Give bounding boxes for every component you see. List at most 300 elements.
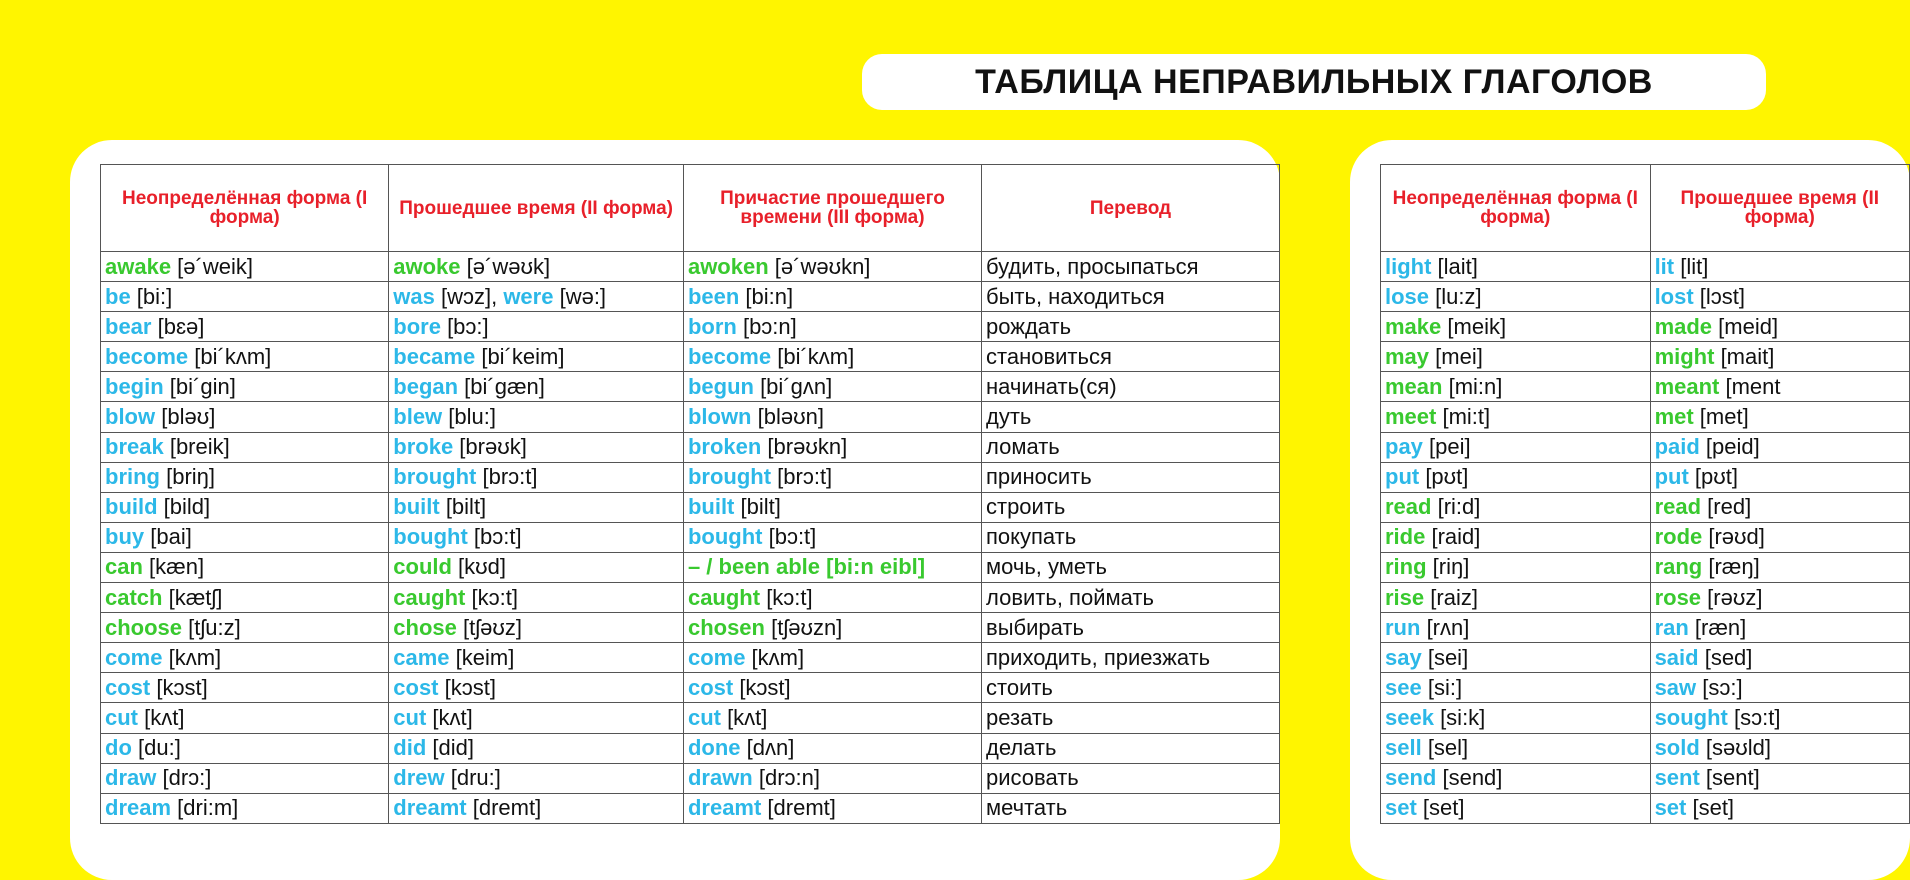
- verb-form: bore: [393, 313, 441, 339]
- past-simple-cell: [1650, 703, 1909, 733]
- transcription: [tʃəʊz]: [456, 614, 522, 640]
- verb-form: sold: [1654, 735, 1700, 761]
- verb-form: awoke: [393, 253, 461, 279]
- past-simple-cell: [389, 583, 684, 613]
- transcription: [kɔst]: [438, 674, 496, 700]
- infinitive-cell: [101, 372, 389, 402]
- translation-cell: мечтать: [982, 793, 1280, 823]
- infinitive-cell: [101, 402, 389, 432]
- verb-form: dreamt: [687, 795, 762, 821]
- past-simple-cell: [1650, 282, 1909, 312]
- table-row: [101, 462, 1280, 492]
- transcription: [mi:t]: [1436, 404, 1491, 430]
- infinitive-cell: [101, 703, 389, 733]
- past-simple-cell: [389, 643, 684, 673]
- past-simple-cell: [1650, 372, 1909, 402]
- transcription: [dri:m]: [171, 795, 239, 821]
- infinitive-cell: [101, 312, 389, 342]
- past-simple-cell: [389, 673, 684, 703]
- verb-form: run: [1385, 614, 1421, 640]
- past-participle-cell: [683, 312, 981, 342]
- verb-form: rise: [1385, 584, 1425, 610]
- transcription: [səʊld]: [1699, 735, 1771, 761]
- infinitive-cell: [1381, 613, 1651, 643]
- table-row: [1381, 252, 1910, 282]
- infinitive-cell: [1381, 583, 1651, 613]
- verb-form: made: [1654, 313, 1713, 339]
- verb-form: read: [1385, 494, 1432, 520]
- verb-form: begin: [105, 373, 164, 399]
- table-row: [1381, 613, 1910, 643]
- table-header-row: [1381, 165, 1910, 252]
- transcription: [bləʊn]: [751, 404, 824, 430]
- table-row: [101, 583, 1280, 613]
- verb-form: became: [393, 343, 476, 369]
- verb-form: cut: [105, 704, 138, 730]
- infinitive-cell: [101, 673, 389, 703]
- past-participle-cell: [683, 402, 981, 432]
- table-row: [101, 552, 1280, 582]
- table-row: [1381, 793, 1910, 823]
- transcription: [rəʊd]: [1702, 524, 1765, 550]
- verb-form: awoken: [687, 253, 769, 279]
- verb-form: say: [1385, 644, 1422, 670]
- past-participle-cell: [683, 583, 981, 613]
- transcription: [sel]: [1421, 735, 1469, 761]
- transcription: [blu:]: [442, 404, 496, 430]
- transcription: [bləʊ]: [155, 404, 216, 430]
- table-body-left: [101, 252, 1280, 824]
- infinitive-cell: [1381, 552, 1651, 582]
- verb-form: sent: [1654, 765, 1700, 791]
- verb-form: born: [687, 313, 737, 339]
- past-participle-cell: [683, 282, 981, 312]
- verb-form: did: [393, 735, 427, 761]
- table-row: [101, 643, 1280, 673]
- past-simple-cell: [1650, 342, 1909, 372]
- verb-form: been: [687, 283, 740, 309]
- transcription: [bi´kʌm]: [771, 343, 855, 369]
- header-infinitive: Неопределённая форма (I форма): [1381, 165, 1651, 252]
- transcription: [briŋ]: [160, 464, 216, 490]
- past-simple-cell: [389, 372, 684, 402]
- transcription: [ə´weik]: [171, 253, 253, 279]
- transcription: [bɛə]: [151, 313, 205, 339]
- transcription: [tʃəʊzn]: [764, 614, 843, 640]
- past-simple-cell: [389, 703, 684, 733]
- transcription: [kɔ:t]: [760, 584, 813, 610]
- translation-cell: начинать(ся): [982, 372, 1280, 402]
- past-participle-cell: [683, 733, 981, 763]
- verb-form: caught: [393, 584, 466, 610]
- verb-form: sought: [1654, 704, 1728, 730]
- table-row: [101, 733, 1280, 763]
- verb-form: sell: [1385, 735, 1422, 761]
- table-row: [1381, 733, 1910, 763]
- past-simple-cell: [1650, 763, 1909, 793]
- translation-cell: выбирать: [982, 613, 1280, 643]
- past-participle-cell: [683, 643, 981, 673]
- table-row: [101, 793, 1280, 823]
- header-past-simple: Прошедшее время (II форма): [1650, 165, 1909, 252]
- infinitive-cell: [101, 643, 389, 673]
- table-header-row: [101, 165, 1280, 252]
- infinitive-cell: [101, 613, 389, 643]
- past-simple-cell: [389, 462, 684, 492]
- transcription: [tʃu:z]: [182, 614, 241, 640]
- transcription: [bi´gin]: [163, 373, 236, 399]
- past-simple-cell: [389, 402, 684, 432]
- verb-form: become: [687, 343, 772, 369]
- translation-cell: делать: [982, 733, 1280, 763]
- verb-form: come: [105, 644, 163, 670]
- transcription: [sed]: [1698, 644, 1753, 670]
- verb-form: said: [1654, 644, 1699, 670]
- table-row: [101, 522, 1280, 552]
- transcription: [bɔ:]: [440, 313, 489, 339]
- table-row: [1381, 372, 1910, 402]
- past-simple-cell: [389, 312, 684, 342]
- page-title: ТАБЛИЦА НЕПРАВИЛЬНЫХ ГЛАГОЛОВ: [975, 62, 1653, 101]
- transcription: [ə´wəʊkn]: [768, 253, 871, 279]
- table-row: [1381, 282, 1910, 312]
- translation-cell: стоить: [982, 673, 1280, 703]
- past-participle-cell: [683, 703, 981, 733]
- infinitive-cell: [1381, 733, 1651, 763]
- transcription: [bi´kʌm]: [188, 343, 272, 369]
- transcription: [peid]: [1699, 434, 1760, 460]
- transcription: [ə´wəʊk]: [460, 253, 551, 279]
- transcription: [pʊt]: [1419, 464, 1469, 490]
- transcription: [bi´gʌn]: [753, 373, 833, 399]
- transcription: [send]: [1436, 765, 1503, 791]
- verb-form: blown: [687, 404, 752, 430]
- verb-form: might: [1654, 343, 1715, 369]
- table-row: [1381, 492, 1910, 522]
- past-simple-cell: [389, 282, 684, 312]
- infinitive-cell: [101, 793, 389, 823]
- past-simple-cell: [1650, 643, 1909, 673]
- past-simple-cell: [389, 342, 684, 372]
- header-infinitive: Неопределённая форма (I форма): [101, 165, 389, 252]
- verb-form: read: [1654, 494, 1702, 520]
- transcription: [bild]: [157, 494, 211, 520]
- infinitive-cell: [1381, 282, 1651, 312]
- transcription: [sɔ:t]: [1727, 704, 1781, 730]
- table-row: [101, 673, 1280, 703]
- verb-form: bought: [393, 524, 468, 550]
- infinitive-cell: [101, 492, 389, 522]
- verb-form: ride: [1385, 524, 1426, 550]
- transcription: [drɔ:n]: [752, 765, 820, 791]
- past-simple-cell: [1650, 793, 1909, 823]
- verb-form: blow: [105, 404, 156, 430]
- past-simple-cell: [1650, 583, 1909, 613]
- transcription: [bilt]: [734, 494, 781, 520]
- verb-form: rose: [1654, 584, 1702, 610]
- infinitive-cell: [101, 282, 389, 312]
- table-row: [1381, 552, 1910, 582]
- infinitive-cell: [1381, 372, 1651, 402]
- table-row: [1381, 312, 1910, 342]
- table-row: [101, 312, 1280, 342]
- past-simple-cell: [389, 522, 684, 552]
- verb-form: send: [1385, 765, 1437, 791]
- past-simple-cell: [1650, 522, 1909, 552]
- transcription: [bɔ:t]: [762, 524, 817, 550]
- translation-cell: рождать: [982, 312, 1280, 342]
- verb-form: put: [1654, 464, 1689, 490]
- transcription: [sent]: [1699, 765, 1760, 791]
- past-simple-cell: [389, 252, 684, 282]
- translation-cell: мочь, уметь: [982, 552, 1280, 582]
- translation-cell: покупать: [982, 522, 1280, 552]
- verb-form: break: [105, 434, 164, 460]
- verb-form: light: [1385, 253, 1432, 279]
- transcription: [kɔ:t]: [465, 584, 518, 610]
- verb-form: began: [393, 373, 459, 399]
- transcription: [du:]: [131, 735, 181, 761]
- verb-form: done: [687, 735, 741, 761]
- table-row: [101, 703, 1280, 733]
- transcription: [did]: [426, 735, 474, 761]
- verb-form: cost: [393, 674, 439, 700]
- transcription: [bilt]: [439, 494, 487, 520]
- verb-form: cost: [687, 674, 734, 700]
- past-participle-cell: [683, 613, 981, 643]
- transcription: [raiz]: [1424, 584, 1478, 610]
- past-simple-cell: [1650, 552, 1909, 582]
- infinitive-cell: [1381, 402, 1651, 432]
- translation-cell: приходить, приезжать: [982, 643, 1280, 673]
- table-row: [1381, 522, 1910, 552]
- infinitive-cell: [101, 522, 389, 552]
- transcription: [mi:n]: [1442, 373, 1503, 399]
- transcription: [lit]: [1674, 253, 1709, 279]
- transcription: [bai]: [144, 524, 192, 550]
- infinitive-cell: [1381, 312, 1651, 342]
- transcription: [set]: [1686, 795, 1735, 821]
- past-participle-cell: [683, 342, 981, 372]
- past-simple-cell: [389, 432, 684, 462]
- past-simple-cell: [1650, 733, 1909, 763]
- infinitive-cell: [101, 552, 389, 582]
- transcription: [raid]: [1425, 524, 1481, 550]
- translation-cell: будить, просыпаться: [982, 252, 1280, 282]
- past-participle-cell: [683, 492, 981, 522]
- verb-form: dreamt: [393, 795, 467, 821]
- transcription: [ment: [1719, 373, 1781, 399]
- verb-form: could: [393, 554, 452, 580]
- verb-form: choose: [105, 614, 183, 640]
- verb-form: bring: [105, 464, 160, 490]
- infinitive-cell: [1381, 643, 1651, 673]
- verb-form: put: [1385, 464, 1420, 490]
- table-row: [101, 252, 1280, 282]
- header-past-participle: Причастие прошедшего времени (III форма): [683, 165, 981, 252]
- table-row: [1381, 432, 1910, 462]
- verb-form: caught: [687, 584, 761, 610]
- verb-form: built: [393, 494, 440, 520]
- transcription: [brəʊkn]: [761, 434, 848, 460]
- past-simple-cell: [389, 492, 684, 522]
- past-simple-cell: [389, 733, 684, 763]
- past-simple-cell: [389, 613, 684, 643]
- verb-form: seek: [1385, 704, 1434, 730]
- table-row: [1381, 583, 1910, 613]
- verb-form: met: [1654, 404, 1694, 430]
- verb-form: see: [1385, 674, 1422, 700]
- transcription: [kɔst]: [150, 674, 208, 700]
- infinitive-cell: [101, 432, 389, 462]
- verb-form: set: [1654, 795, 1687, 821]
- header-translation: Перевод: [982, 165, 1280, 252]
- verb-form: draw: [105, 765, 157, 791]
- infinitive-cell: [101, 763, 389, 793]
- title-banner: [862, 54, 1766, 110]
- transcription: [mait]: [1714, 343, 1775, 369]
- transcription: [sei]: [1421, 644, 1469, 670]
- verb-form: cost: [105, 674, 151, 700]
- transcription: [bi´gæn]: [458, 373, 545, 399]
- verb-form: came: [393, 644, 450, 670]
- verb-form: make: [1385, 313, 1442, 339]
- translation-cell: быть, находиться: [982, 282, 1280, 312]
- transcription: [bɔ:t]: [467, 524, 522, 550]
- table-body-right: [1381, 252, 1910, 824]
- verb-form: meant: [1654, 373, 1720, 399]
- table-row: [1381, 763, 1910, 793]
- transcription: [kʌt]: [720, 704, 768, 730]
- transcription: [mei]: [1429, 343, 1483, 369]
- translation-cell: резать: [982, 703, 1280, 733]
- transcription: [kʌm]: [162, 644, 222, 670]
- verb-form: rode: [1654, 524, 1703, 550]
- infinitive-cell: [1381, 252, 1651, 282]
- transcription: [meik]: [1441, 313, 1507, 339]
- past-participle-cell: [683, 522, 981, 552]
- past-simple-cell: [1650, 462, 1909, 492]
- transcription: [breik]: [163, 434, 230, 460]
- verb-form: was: [393, 283, 435, 309]
- transcription: [pʊt]: [1688, 464, 1738, 490]
- verb-form: saw: [1654, 674, 1697, 700]
- verb-form: begun: [687, 373, 754, 399]
- table-row: [101, 372, 1280, 402]
- verb-form: buy: [105, 524, 145, 550]
- translation-cell: дуть: [982, 402, 1280, 432]
- past-simple-cell: [1650, 613, 1909, 643]
- transcription: [drɔ:]: [156, 765, 212, 791]
- transcription: [wɔz],: [434, 283, 504, 309]
- transcription: [bi´keim]: [475, 343, 565, 369]
- table-row: [1381, 703, 1910, 733]
- transcription: [kæn]: [142, 554, 205, 580]
- verb-form: bought: [687, 524, 763, 550]
- transcription: [met]: [1693, 404, 1749, 430]
- past-simple-cell: [1650, 252, 1909, 282]
- transcription: [si:]: [1421, 674, 1463, 700]
- table-row: [1381, 643, 1910, 673]
- infinitive-cell: [101, 252, 389, 282]
- transcription: [dremt]: [761, 795, 836, 821]
- table-row: [101, 492, 1280, 522]
- table-row: [101, 613, 1280, 643]
- irregular-verbs-table-left: [100, 164, 1280, 824]
- transcription: [kʌm]: [745, 644, 805, 670]
- header-past-simple: Прошедшее время (II форма): [389, 165, 684, 252]
- table-row: [101, 402, 1280, 432]
- past-participle-cell: [683, 252, 981, 282]
- past-simple-cell: [1650, 402, 1909, 432]
- transcription: [lait]: [1431, 253, 1478, 279]
- infinitive-cell: [1381, 673, 1651, 703]
- verb-form: drew: [393, 765, 445, 791]
- verb-form: catch: [105, 584, 163, 610]
- transcription: [keim]: [449, 644, 515, 670]
- transcription: [ræn]: [1688, 614, 1747, 640]
- verb-form: meet: [1385, 404, 1437, 430]
- verb-form: broke: [393, 434, 454, 460]
- verb-form: cut: [393, 704, 427, 730]
- transcription: [brɔ:t]: [771, 464, 833, 490]
- translation-cell: строить: [982, 492, 1280, 522]
- table-row: [101, 432, 1280, 462]
- transcription: [set]: [1416, 795, 1465, 821]
- transcription: [ri:d]: [1431, 494, 1481, 520]
- left-table-card: [70, 140, 1280, 880]
- verb-form: bear: [105, 313, 152, 339]
- transcription: [rʌn]: [1420, 614, 1470, 640]
- transcription: [lɔst]: [1693, 283, 1746, 309]
- infinitive-cell: [1381, 522, 1651, 552]
- transcription: [kɔst]: [733, 674, 791, 700]
- past-participle-cell: [683, 793, 981, 823]
- translation-cell: рисовать: [982, 763, 1280, 793]
- transcription: [brəʊk]: [453, 434, 527, 460]
- past-simple-cell: [1650, 312, 1909, 342]
- past-participle-cell: [683, 673, 981, 703]
- verb-form: awake: [105, 253, 172, 279]
- verb-form: ring: [1385, 554, 1427, 580]
- verb-form: rang: [1654, 554, 1703, 580]
- translation-cell: приносить: [982, 462, 1280, 492]
- verb-form: set: [1385, 795, 1417, 821]
- transcription: [red]: [1701, 494, 1752, 520]
- irregular-verbs-table-right: [1380, 164, 1910, 824]
- translation-cell: ломать: [982, 432, 1280, 462]
- right-table-card: [1350, 140, 1910, 880]
- verb-form: ran: [1654, 614, 1689, 640]
- verb-form: paid: [1654, 434, 1700, 460]
- infinitive-cell: [101, 342, 389, 372]
- transcription: [kʊd]: [451, 554, 507, 580]
- verb-form: drawn: [687, 765, 753, 791]
- past-participle-cell: [683, 432, 981, 462]
- transcription: [dremt]: [466, 795, 542, 821]
- transcription: [sɔ:]: [1696, 674, 1743, 700]
- past-simple-cell: [1650, 432, 1909, 462]
- infinitive-cell: [101, 583, 389, 613]
- verb-form: chosen: [687, 614, 765, 640]
- verb-form: do: [105, 735, 132, 761]
- past-participle-cell: [683, 462, 981, 492]
- transcription: [riŋ]: [1426, 554, 1470, 580]
- transcription: [ræŋ]: [1702, 554, 1760, 580]
- infinitive-cell: [1381, 342, 1651, 372]
- infinitive-cell: [1381, 432, 1651, 462]
- verb-form: come: [687, 644, 746, 670]
